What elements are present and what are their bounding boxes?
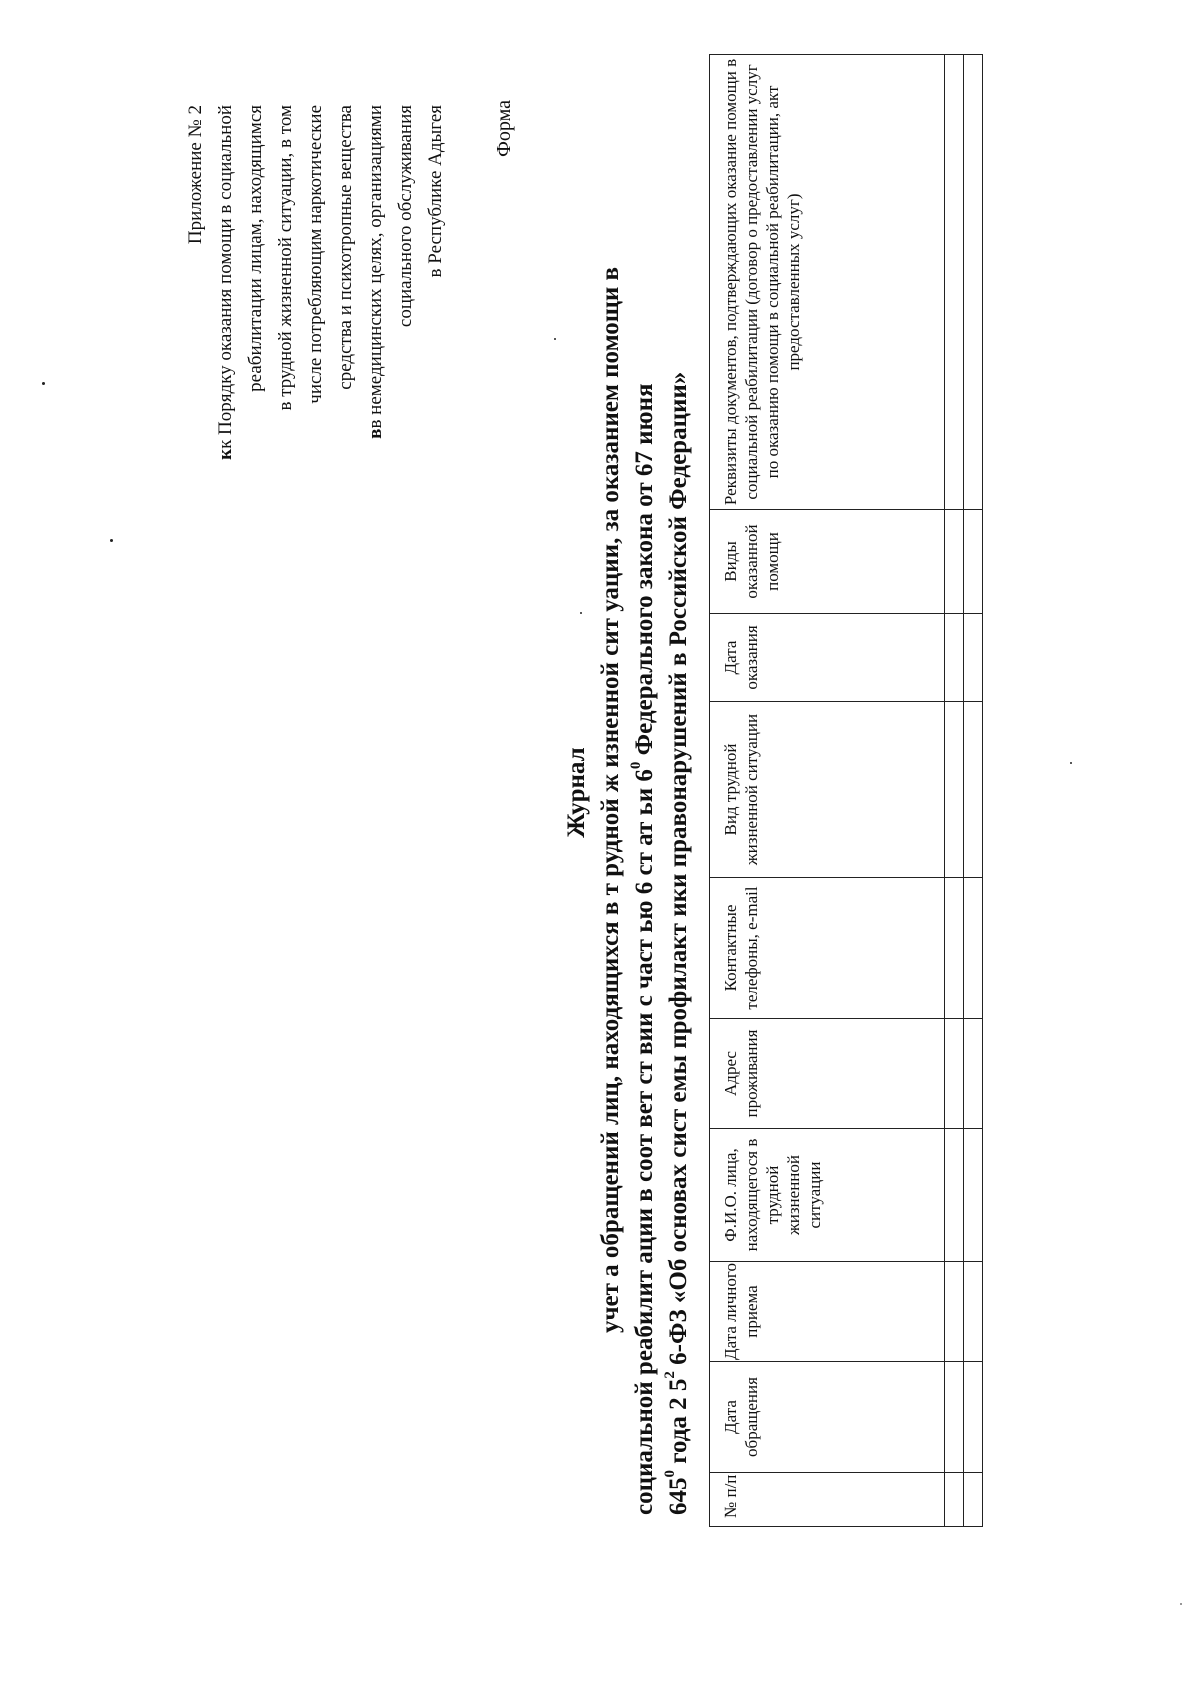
journal-title-line-3-first: 645 bbox=[665, 1477, 692, 1515]
journal-title-line-3-first-superscript: 0 bbox=[662, 1470, 678, 1478]
column-header-person-name bbox=[710, 1129, 945, 1262]
table-empty-cell bbox=[964, 878, 983, 1019]
column-header-number-text: № п/п bbox=[721, 1474, 740, 1518]
column-header-assistance-date-text: Дата оказания bbox=[721, 625, 761, 690]
journal-title-line-3-middle-superscript: 2 bbox=[662, 1371, 678, 1379]
appendix-line-2 bbox=[211, 105, 241, 545]
journal-title-line-2-after-superscript: Федерального закона от 67 июня bbox=[631, 383, 658, 762]
journal-title-line-2-before-superscript: социальной реабилит ации в соот вет ст вии с част ью 6 ст ат ьи 6 bbox=[631, 769, 658, 1515]
table-empty-cell bbox=[964, 702, 983, 878]
column-header-contacts-text: Контактные телефоны, e-mail bbox=[721, 886, 761, 1010]
journal-title-line-3-after-superscript: 6-ФЗ «Об основах сист емы профилакт ики правонарушений в Российской Федерации» bbox=[665, 371, 692, 1372]
column-header-assistance-types-text: Виды оказанной помощи bbox=[721, 524, 782, 599]
table-empty-cell bbox=[945, 1473, 964, 1527]
column-header-person-name-text: Ф.И.О. лица, находящегося в трудной жизненной ситуации bbox=[721, 1138, 824, 1252]
column-header-contacts bbox=[710, 878, 945, 1019]
journal-title-line-1: учет а обращений лиц, находящихся в т рудной ж изненной сит уации, за оказанием помощи в bbox=[597, 266, 624, 1334]
table-empty-cell bbox=[964, 1019, 983, 1129]
appendix-line-7-text: в немедицинских целях, организациями bbox=[365, 105, 386, 429]
table-empty-cell bbox=[945, 1362, 964, 1473]
column-header-situation-type-text: Вид трудной жизненной ситуации bbox=[721, 713, 761, 866]
appendix-line-5: числе потребляющим наркотические bbox=[305, 105, 326, 404]
table-empty-cell bbox=[964, 1262, 983, 1362]
column-header-address bbox=[710, 1019, 945, 1129]
journal-title-line-2-superscript: 0 bbox=[628, 761, 644, 770]
table-empty-cell bbox=[945, 878, 964, 1019]
table-empty-cell bbox=[945, 1262, 964, 1362]
table-empty-cell bbox=[945, 614, 964, 702]
journal-title-line-2 bbox=[628, 105, 662, 1515]
appendix-line-3: реабилитации лицам, находящимся bbox=[245, 105, 266, 392]
journal-table bbox=[709, 54, 983, 1527]
table-empty-cell bbox=[945, 1019, 964, 1129]
appendix-note bbox=[181, 105, 451, 545]
scan-speck bbox=[42, 382, 45, 385]
table-empty-cell bbox=[964, 1473, 983, 1527]
table-empty-cell bbox=[945, 1129, 964, 1262]
journal-title-block bbox=[560, 105, 696, 1515]
column-header-document-details bbox=[710, 55, 945, 510]
appendix-line-2-bold-k: к bbox=[215, 448, 236, 460]
journal-title-line-3 bbox=[662, 105, 696, 1515]
form-label: Форма bbox=[493, 100, 515, 157]
appendix-line-8: социального обслуживания bbox=[395, 105, 416, 328]
appendix-line-1: Приложение № 2 bbox=[185, 105, 206, 245]
table-empty-cell bbox=[945, 55, 964, 510]
table-empty-row-1 bbox=[945, 55, 964, 1527]
appendix-line-6: средства и психотропные вещества bbox=[335, 105, 356, 390]
table-empty-row-2 bbox=[964, 55, 983, 1527]
journal-title-line-3-middle: года 2 5 bbox=[665, 1378, 692, 1470]
column-header-reception-date bbox=[710, 1262, 945, 1362]
table-header-row bbox=[710, 55, 945, 1527]
appendix-line-4: в трудной жизненной ситуации, в том bbox=[275, 105, 296, 411]
table-empty-cell bbox=[964, 1362, 983, 1473]
column-header-assistance-date bbox=[710, 614, 945, 702]
scan-speck bbox=[1070, 762, 1072, 764]
scan-speck bbox=[110, 539, 113, 542]
table-empty-cell bbox=[964, 510, 983, 614]
column-header-situation-type bbox=[710, 702, 945, 878]
column-header-address-text: Адрес проживания bbox=[721, 1029, 761, 1118]
scan-speck bbox=[554, 338, 556, 340]
column-header-assistance-types bbox=[710, 510, 945, 614]
table-empty-cell bbox=[945, 510, 964, 614]
table-empty-cell bbox=[964, 614, 983, 702]
appendix-line-9: в Республике Адыгея bbox=[425, 105, 446, 278]
column-header-reception-date-text: Дата личного приема bbox=[721, 1263, 761, 1360]
column-header-request-date bbox=[710, 1362, 945, 1473]
table-empty-cell bbox=[964, 55, 983, 510]
column-header-number bbox=[710, 1473, 945, 1527]
journal-title: Журнал bbox=[563, 747, 590, 838]
column-header-request-date-text: Дата обращения bbox=[721, 1377, 761, 1457]
table-empty-cell bbox=[945, 702, 964, 878]
appendix-line-7-bold-v: в bbox=[365, 428, 386, 439]
appendix-line-2-text: к Порядку оказания помощи в социальной bbox=[215, 105, 236, 449]
scan-speck bbox=[580, 612, 582, 614]
column-header-document-details-text: Реквизиты документов, подтверждающих оказание помощи в социальной реабилитации (договор о предоставлении услуг по оказанию помощи в социальной реабилитации, акт предоставленных услуг) bbox=[721, 58, 803, 506]
scan-speck bbox=[1180, 1603, 1182, 1605]
table-empty-cell bbox=[964, 1129, 983, 1262]
appendix-line-7 bbox=[361, 105, 391, 545]
